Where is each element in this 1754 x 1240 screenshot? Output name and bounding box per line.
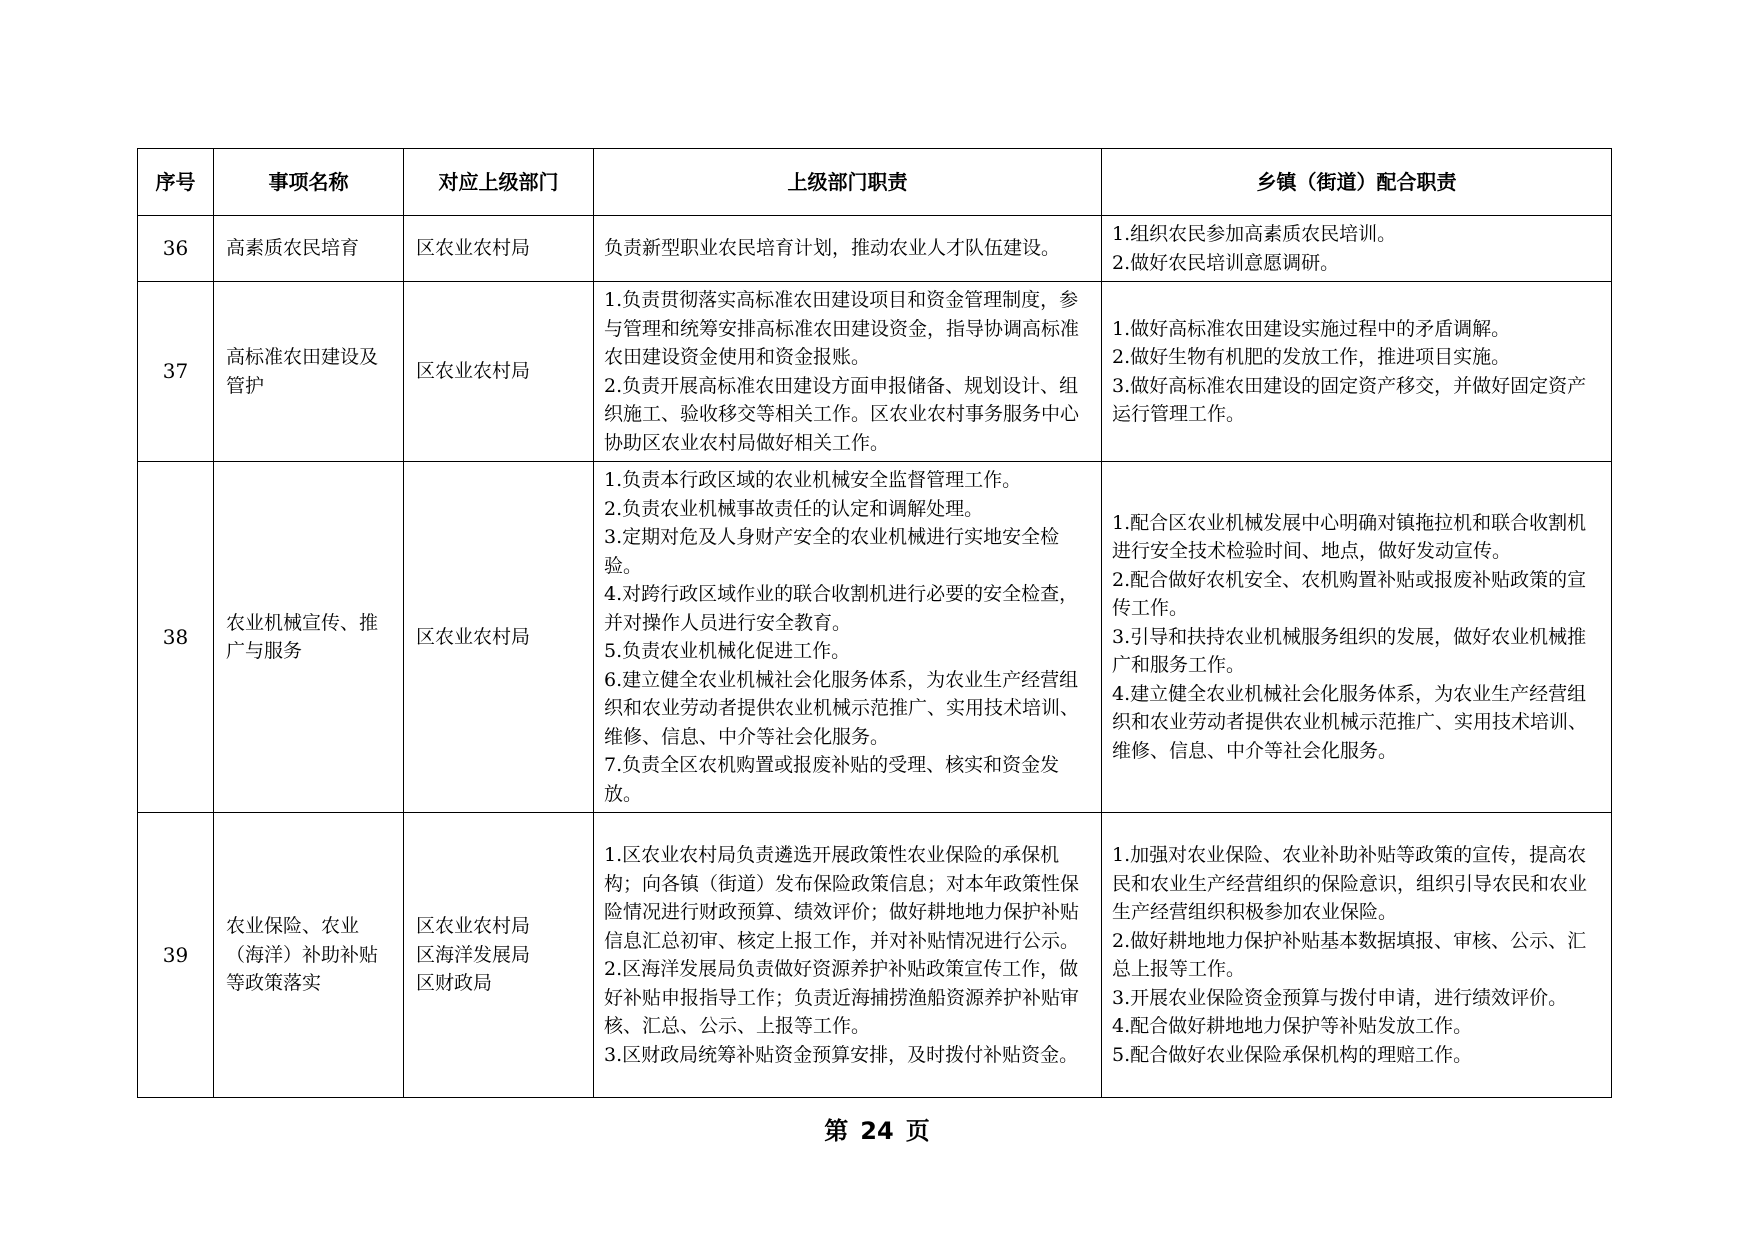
superior-duty-line: 5.负责农业机械化促进工作。 bbox=[604, 640, 851, 662]
row-number: 37 bbox=[138, 282, 214, 462]
header-row bbox=[138, 149, 1612, 216]
item-name-line: 高标准农田建设及管护 bbox=[226, 346, 379, 397]
township-duty-line: 3.做好高标准农田建设的固定资产移交，并做好固定资产运行管理工作。 bbox=[1112, 374, 1587, 425]
township-duty-line: 1.配合区农业机械发展中心明确对镇拖拉机和联合收割机进行安全技术检验时间、地点，做好发动宣传。 bbox=[1112, 511, 1587, 563]
item-name-line: 农业保险、农业（海洋）补助补贴等政策落实 bbox=[226, 915, 379, 995]
item-name bbox=[214, 813, 404, 1098]
dept-line: 区财政局 bbox=[416, 972, 493, 995]
township-duty-cell bbox=[1102, 216, 1612, 282]
header-superior-duty: 上级部门职责 bbox=[594, 149, 1102, 216]
township-duty-line: 2.做好耕地地力保护补贴基本数据填报、审核、公示、汇总上报等工作。 bbox=[1112, 929, 1587, 980]
township-duty-line: 5.配合做好农业保险承保机构的理赔工作。 bbox=[1112, 1043, 1473, 1066]
dept-line: 区农业农村局 bbox=[416, 237, 531, 260]
header-no: 序号 bbox=[138, 149, 214, 216]
dept-line: 区海洋发展局 bbox=[416, 943, 531, 966]
page-footer bbox=[0, 1116, 1754, 1146]
duty-table bbox=[137, 148, 1612, 1098]
header-name: 事项名称 bbox=[214, 149, 404, 216]
superior-duty-line: 7.负责全区农机购置或报废补贴的受理、核实和资金发放。 bbox=[604, 754, 1060, 805]
superior-duty-line: 1.负责贯彻落实高标准农田建设项目和资金管理制度，参与管理和统筹安排高标准农田建设资金，指导协调高标准农田建设资金使用和资金报账。 bbox=[604, 289, 1080, 368]
item-name bbox=[214, 282, 404, 462]
township-duty-line: 2.做好农民培训意愿调研。 bbox=[1112, 251, 1340, 274]
township-duty-cell bbox=[1102, 813, 1612, 1098]
row-number: 39 bbox=[138, 813, 214, 1098]
township-duty-line: 2.做好生物有机肥的发放工作，推进项目实施。 bbox=[1112, 346, 1511, 368]
table-row bbox=[138, 216, 1612, 282]
item-name bbox=[214, 462, 404, 813]
header-dept: 对应上级部门 bbox=[404, 149, 594, 216]
superior-duty-cell bbox=[594, 282, 1102, 462]
dept-cell bbox=[404, 462, 594, 813]
dept-line: 区农业农村局 bbox=[416, 360, 531, 383]
dept-cell bbox=[404, 282, 594, 462]
superior-duty-line: 6.建立健全农业机械社会化服务体系，为农业生产经营组织和农业劳动者提供农业机械示范推广、实用技术培训、维修、信息、中介等社会化服务。 bbox=[604, 668, 1080, 748]
superior-duty-cell bbox=[594, 216, 1102, 282]
page-suffix: 页 bbox=[905, 1117, 930, 1145]
table-row bbox=[138, 813, 1612, 1098]
township-duty-line: 1.组织农民参加高素质农民培训。 bbox=[1112, 223, 1397, 245]
township-duty-line: 3.引导和扶持农业机械服务组织的发展，做好农业机械推广和服务工作。 bbox=[1112, 625, 1587, 677]
item-name-line: 高素质农民培育 bbox=[226, 237, 360, 260]
township-duty-line: 2.配合做好农机安全、农机购置补贴或报废补贴政策的宣传工作。 bbox=[1112, 568, 1587, 620]
dept-line: 区农业农村局 bbox=[416, 915, 531, 938]
superior-duty-line: 2.负责开展高标准农田建设方面申报储备、规划设计、组织施工、验收移交等相关工作。区农业农村事务服务中心协助区农业农村局做好相关工作。 bbox=[604, 374, 1080, 454]
dept-cell bbox=[404, 216, 594, 282]
dept-line: 区农业农村局 bbox=[416, 625, 531, 648]
row-number: 38 bbox=[138, 462, 214, 813]
item-name bbox=[214, 216, 404, 282]
township-duty-line: 4.配合做好耕地地力保护等补贴发放工作。 bbox=[1112, 1015, 1473, 1037]
superior-duty-line: 1.区农业农村局负责遴选开展政策性农业保险的承保机构；向各镇（街道）发布保险政策信息；对本年政策性保险情况进行财政预算、绩效评价；做好耕地地力保护补贴信息汇总初审、核定上报工作，并对补贴情况进行公示。 bbox=[604, 844, 1080, 952]
table-body bbox=[138, 216, 1612, 1098]
township-duty-line: 4.建立健全农业机械社会化服务体系，为农业生产经营组织和农业劳动者提供农业机械示范推广、实用技术培训、维修、信息、中介等社会化服务。 bbox=[1112, 682, 1588, 762]
township-duty-cell bbox=[1102, 462, 1612, 813]
superior-duty-line: 3.定期对危及人身财产安全的农业机械进行实地安全检验。 bbox=[604, 526, 1060, 577]
table-header bbox=[138, 149, 1612, 216]
superior-duty-line: 3.区财政局统筹补贴资金预算安排，及时拨付补贴资金。 bbox=[604, 1043, 1079, 1066]
township-duty-line: 3.开展农业保险资金预算与拨付申请，进行绩效评价。 bbox=[1112, 986, 1568, 1009]
superior-duty-cell bbox=[594, 462, 1102, 813]
item-name-line: 农业机械宣传、推广与服务 bbox=[226, 611, 379, 662]
superior-duty-line: 负责新型职业农民培育计划，推动农业人才队伍建设。 bbox=[604, 237, 1061, 260]
table-row bbox=[138, 282, 1612, 462]
table-row bbox=[138, 462, 1612, 813]
page-prefix: 第 bbox=[824, 1117, 849, 1145]
township-duty-line: 1.加强对农业保险、农业补助补贴等政策的宣传，提高农民和农业生产经营组织的保险意识，组织引导农民和农业生产经营组织积极参加农业保险。 bbox=[1112, 844, 1588, 923]
township-duty-line: 1.做好高标准农田建设实施过程中的矛盾调解。 bbox=[1112, 317, 1511, 340]
page-number: 24 bbox=[860, 1117, 894, 1145]
superior-duty-line: 1.负责本行政区域的农业机械安全监督管理工作。 bbox=[604, 469, 1022, 491]
superior-duty-line: 4.对跨行政区域作业的联合收割机进行必要的安全检查，并对操作人员进行安全教育。 bbox=[604, 583, 1079, 634]
superior-duty-line: 2.负责农业机械事故责任的认定和调解处理。 bbox=[604, 497, 984, 520]
dept-cell bbox=[404, 813, 594, 1098]
superior-duty-line: 2.区海洋发展局负责做好资源养护补贴政策宣传工作，做好补贴申报指导工作；负责近海捕捞渔船资源养护补贴审核、汇总、公示、上报等工作。 bbox=[604, 958, 1080, 1037]
superior-duty-cell bbox=[594, 813, 1102, 1098]
row-number: 36 bbox=[138, 216, 214, 282]
header-township-duty: 乡镇（街道）配合职责 bbox=[1102, 149, 1612, 216]
township-duty-cell bbox=[1102, 282, 1612, 462]
